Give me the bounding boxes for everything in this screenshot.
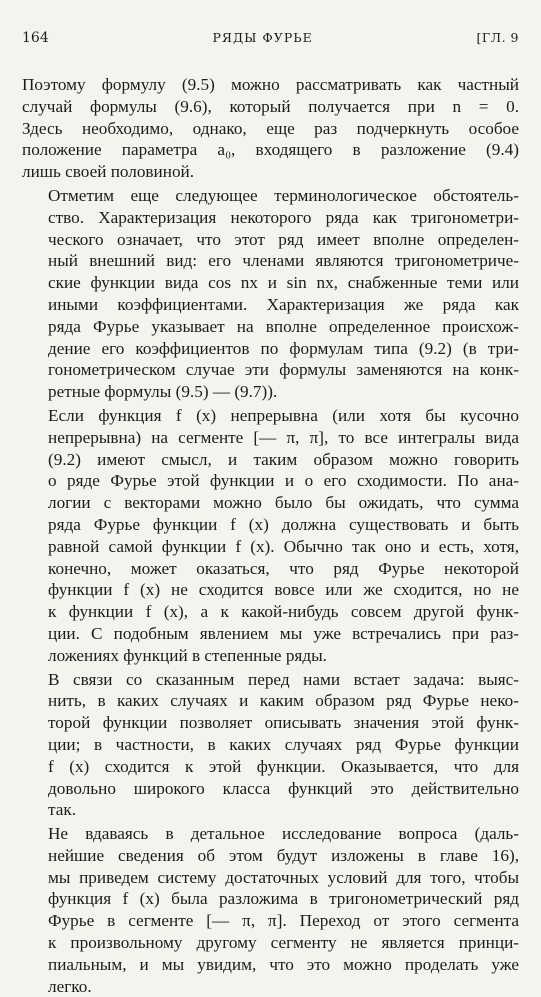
text-line: функции f (x) не сходится вовсе или же сходится, но не xyxy=(48,580,519,600)
running-header xyxy=(22,30,519,50)
text-line: нейшие сведения об этом будут изложены в главе 16), xyxy=(48,845,519,865)
text-line: к функции f (x), а к какой-нибудь совсем другой функ- xyxy=(48,602,519,622)
text-line: лишь своей половиной. xyxy=(22,162,195,182)
paragraph xyxy=(22,823,519,997)
text-line: Поэтому формулу (9.5) можно рассматривать как частный xyxy=(22,75,519,94)
text-line: конечно, может оказаться, что ряд Фурье некоторой xyxy=(48,558,519,578)
text-line: мы приведем систему достаточных условий для того, чтобы xyxy=(48,867,519,887)
text-line: ретные формулы (9.5) — (9.7)). xyxy=(48,382,278,402)
text-line: функция f (x) была разложима в тригонометрический ряд xyxy=(48,889,519,909)
page-number: 164 xyxy=(22,30,49,46)
text-line: о ряде Фурье этой функции и о его сходимости. По ана- xyxy=(48,471,519,491)
running-title: РЯДЫ ФУРЬЕ xyxy=(212,30,313,45)
text-line: ложениях функций в степенные ряды. xyxy=(48,645,327,665)
text-line: Фурье в сегменте [— π, π]. Переход от этого сегмента xyxy=(48,911,519,931)
paragraph xyxy=(22,185,519,403)
text-line: случай формулы (9.6), который получается при n = 0. xyxy=(22,96,519,116)
chapter-marker: [ГЛ. 9 xyxy=(476,30,519,45)
text-line: нить, в каких случаях и каким образом ряд Фурье неко- xyxy=(48,691,519,711)
text-line: Не вдаваясь в детальное исследование вопроса (даль- xyxy=(48,824,519,844)
paragraph xyxy=(22,669,519,822)
text-line: к произвольному другому сегменту не является принци- xyxy=(48,933,519,953)
text-line: гонометрическом случае эти формулы заменяются на конк- xyxy=(48,360,519,380)
book-page xyxy=(22,30,519,997)
text-line: непрерывна) на сегменте [— π, π], то все интегралы вида xyxy=(48,427,519,447)
text-line: довольно широкого класса функций это действительно xyxy=(48,778,519,798)
text-line: В связи со сказанным перед нами встает задача: выяс- xyxy=(48,669,519,689)
text-line: иными коэффициентами. Характеризация же ряда как xyxy=(48,294,519,314)
text-line: логии с векторами можно было бы ожидать, что сумма xyxy=(48,493,519,513)
text-line: равной самой функции f (x). Обычно так оно и есть, хотя, xyxy=(48,536,519,556)
text-line: положение параметра a₀, входящего в разложение (9.4) xyxy=(22,140,519,160)
text-line: пиальным, и мы увидим, что это можно проделать уже xyxy=(48,954,519,974)
paragraph xyxy=(22,405,519,667)
body-text xyxy=(22,74,519,997)
text-line: Отметим еще следующее терминологическое обстоятель- xyxy=(48,185,519,205)
text-line: ские функции вида cos nx и sin nx, снабженные теми или xyxy=(48,273,519,293)
text-line: ции. С подобным явлением мы уже встречались при раз- xyxy=(48,623,519,643)
text-line: ческого означает, что этот ряд имеет вполне определен- xyxy=(48,229,519,249)
paragraph xyxy=(22,74,519,183)
text-line: ряда Фурье функции f (x) должна существовать и быть xyxy=(48,514,519,534)
text-line: f (x) сходится к этой функции. Оказывается, что для xyxy=(48,756,519,776)
text-line: ство. Характеризация некоторого ряда как тригонометри- xyxy=(48,207,519,227)
text-line: торой функции позволяет описывать значения этой функ- xyxy=(48,713,519,733)
text-line: дение его коэффициентов по формулам типа (9.2) (в три- xyxy=(48,338,519,358)
text-line: ряда Фурье указывает на вполне определенное происхож- xyxy=(48,316,519,336)
text-line: ции; в частности, в каких случаях ряд Фурье функции xyxy=(48,734,519,754)
text-line: (9.2) имеют смысл, и таким образом можно говорить xyxy=(48,449,519,469)
text-line: легко. xyxy=(48,976,92,996)
text-line: Здесь необходимо, однако, еще раз подчеркнуть особое xyxy=(22,118,519,138)
text-line: Если функция f (x) непрерывна (или хотя бы кусочно xyxy=(48,405,519,425)
text-line: ный внешний вид: его членами являются тригонометриче- xyxy=(48,251,519,271)
text-line: так. xyxy=(48,800,76,820)
